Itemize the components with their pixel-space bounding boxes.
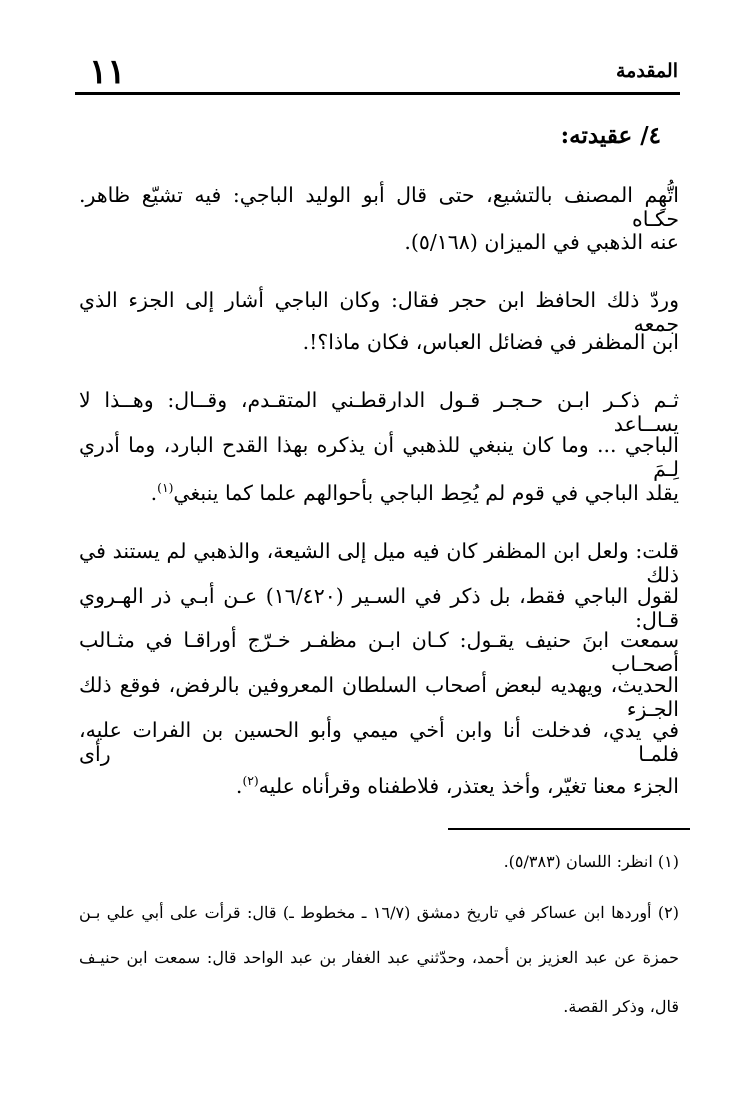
body-line-3: وردّ ذلك الحافظ ابن حجر فقال: وكان الباجي أشار إلى الجزء الذي جمعه xyxy=(79,288,679,336)
full-stop: . xyxy=(235,774,243,798)
page-number: ١١ xyxy=(89,52,126,92)
header-rule xyxy=(75,92,680,95)
body-line-7: يقلد الباجي في قوم لم يُحِط الباجي بأحوالهم علما كما ينبغي xyxy=(173,481,679,505)
body-line-7-wrap xyxy=(79,481,679,505)
page-header xyxy=(75,52,680,92)
body-line-2: عنه الذهبي في الميزان (٥/١٦٨). xyxy=(404,230,679,254)
body-line-5: ثـم ذكـر ابـن حـجـر قـول الدارقطـني المتقـدم، وقــال: وهــذا لا يســاعد xyxy=(79,388,679,436)
footnote-1: (١) انظر: اللسان (٥/٣٨٣). xyxy=(503,852,679,871)
section-heading: ٤/ عقيدته: xyxy=(560,122,661,149)
footnote-2-line-2: حمزة عن عبد العزيز بن أحمد، وحدّثني عبد الغفار بن عبد الواحد قال: سمعت ابن حنيـف xyxy=(79,948,679,967)
body-line-13-wrap xyxy=(79,774,679,798)
body-line-1: اتُّهِم المصنف بالتشيع، حتى قال أبو الوليد الباجي: فيه تشيّع ظاهر. حكـاه xyxy=(79,183,679,231)
footnote-separator xyxy=(448,828,690,830)
footnote-ref-2: (٢) xyxy=(242,774,259,789)
body-line-9: لقول الباجي فقط، بل ذكر في السـير (١٦/٤٢٠) عـن أبـي ذر الهـروي قـال: xyxy=(79,584,680,632)
running-title: المقدمة xyxy=(615,60,678,82)
body-line-10: سمعت ابنَ حنيف يقـول: كـان ابـن مظفـر خـرّج أوراقـا في مثـالب أصحـاب xyxy=(79,628,679,676)
body-line-4: ابن المظفر في فضائل العباس، فكان ماذا؟!. xyxy=(302,330,679,354)
body-line-13: الجزء معنا تغيّر، وأخذ يعتذر، فلاطفناه وقرأناه عليه xyxy=(258,774,679,798)
body-line-8: قلت: ولعل ابن المظفر كان فيه ميل إلى الشيعة، والذهبي لم يستند في ذلك xyxy=(79,539,679,587)
footnote-2-line-1: (٢) أوردها ابن عساكر في تاريخ دمشق (١٦/٧ ـ مخطوط ـ) قال: قرأت على أبي علي بـن xyxy=(79,903,679,922)
body-line-11: الحديث، ويهديه لبعض أصحاب السلطان المعروفين بالرفض، فوقع ذلك الجـزء xyxy=(79,673,679,721)
full-stop: . xyxy=(150,481,158,505)
footnote-2-line-3: قال، وذكر القصة. xyxy=(563,997,679,1016)
body-line-12: في يدي، فدخلت أنا وابن أخي ميمي وأبو الحسين بن الفرات عليه، فلمـا رأى xyxy=(79,718,679,766)
footnote-ref-1: (١) xyxy=(157,481,174,496)
body-line-6: الباجي ... وما كان ينبغي للذهبي أن يذكره بهذا القدح البارد، وما أدري لِـمَ xyxy=(79,433,679,481)
